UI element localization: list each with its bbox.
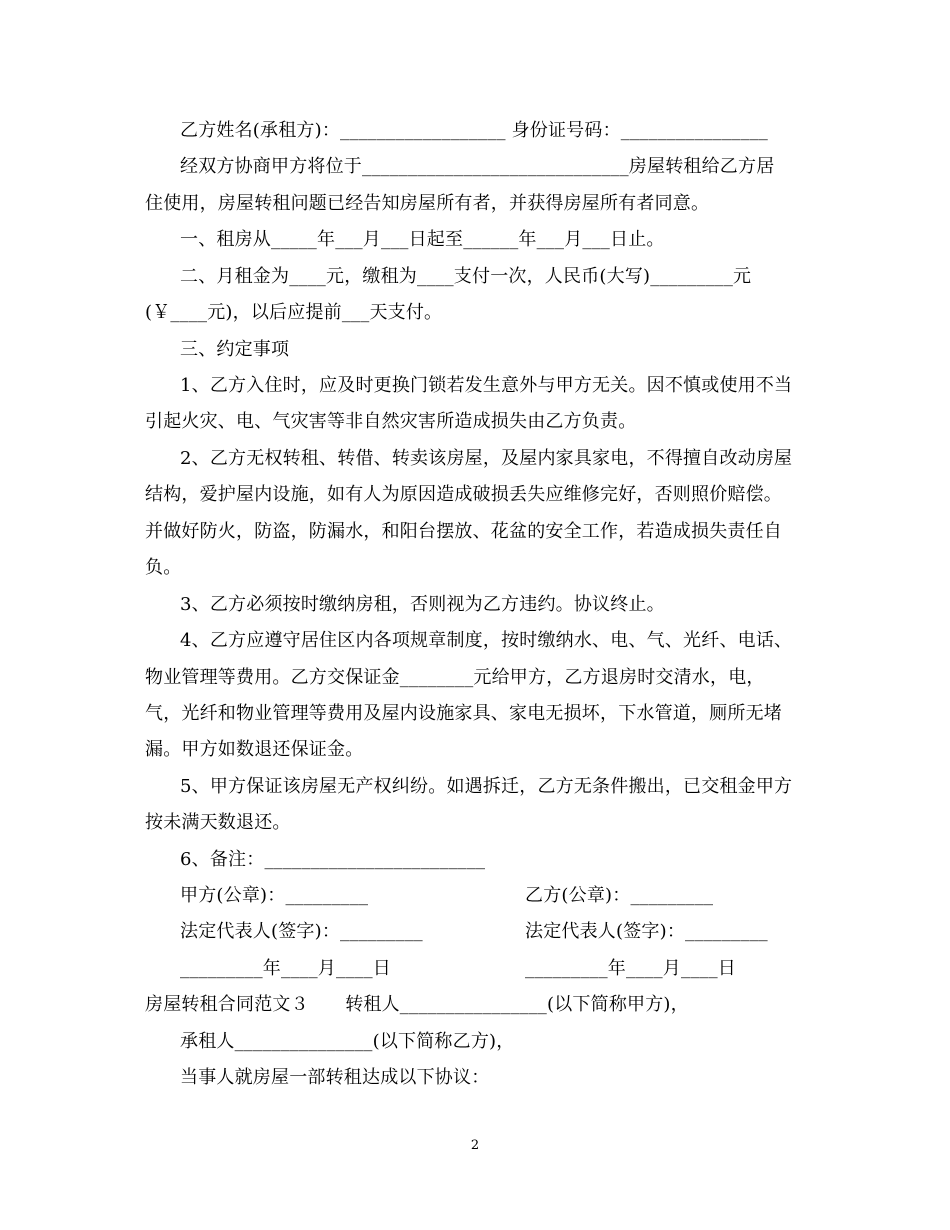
paragraph-line: 结构，爱护屋内设施，如有人为原因造成破损丢失应维修完好，否则照价赔偿。 [145, 484, 782, 505]
paragraph-line: (￥____元)，以后应提前___天支付。 [145, 302, 443, 323]
page-number: 2 [470, 1138, 480, 1153]
item-1-line: 1、乙方入住时，应及时更换门锁若发生意外与甲方无关。因不慎或使用不当 [180, 375, 793, 396]
lessee-line: 承租人_______________(以下简称乙方)， [180, 1031, 515, 1052]
clause-1-rental-period: 一、租房从_____年___月___日起至______年___月___日止。 [180, 229, 665, 250]
party-a-representative: 法定代表人(签字)：_________ [180, 921, 423, 942]
party-b-seal: 乙方(公章)：_________ [525, 885, 714, 906]
paragraph-line: 负。 [145, 557, 182, 578]
paragraph-line: 住使用，房屋转租问题已经告知房屋所有者，并获得房屋所有者同意。 [145, 193, 710, 214]
paragraph-line: 漏。甲方如数退还保证金。 [145, 739, 364, 760]
party-b-representative: 法定代表人(签字)：_________ [525, 921, 768, 942]
item-2-line: 2、乙方无权转租、转借、转卖该房屋，及屋内家具家电，不得擅自改动房屋 [180, 448, 793, 469]
paragraph-line: 并做好防火，防盗，防漏水，和阳台摆放、花盆的安全工作，若造成损失责任自 [145, 521, 782, 542]
paragraph-line: 物业管理等费用。乙方交保证金________元给甲方，乙方退房时交清水，电， [145, 667, 765, 688]
paragraph-line: 按未满天数退还。 [145, 812, 291, 833]
party-a-date: _________年____月____日 [180, 958, 391, 979]
item-4-line: 4、乙方应遵守居住区内各项规章制度，按时缴纳水、电、气、光纤、电话、 [180, 630, 793, 651]
clause-3-heading: 三、约定事项 [180, 339, 290, 360]
intro-line: 当事人就房屋一部转租达成以下协议： [180, 1067, 490, 1088]
item-3-line: 3、乙方必须按时缴纳房租，否则视为乙方违约。协议终止。 [180, 594, 665, 615]
item-5-line: 5、甲方保证该房屋无产权纠纷。如遇拆迁，乙方无条件搬出，已交租金甲方 [180, 776, 793, 797]
paragraph-line: 引起火灾、电、气灾害等非自然灾害所造成损失由乙方负责。 [145, 411, 637, 432]
paragraph-line: 气，光纤和物业管理等费用及屋内设施家具、家电无损坏，下水管道，厕所无堵 [145, 703, 782, 724]
paragraph-line: 经双方协商甲方将位于_____________________________房屋转租给乙方居 [180, 156, 775, 177]
lessee-name-id-line: 乙方姓名(承租方)：__________________ 身份证号码：________________ [180, 120, 768, 141]
party-a-seal: 甲方(公章)：_________ [180, 885, 369, 906]
item-6-remarks: 6、备注：________________________ [180, 849, 486, 870]
party-b-date: _________年____月____日 [525, 958, 736, 979]
clause-2-rent: 二、月租金为____元，缴租为____支付一次，人民币(大写)_________元 [180, 266, 752, 287]
section-title-line: 房屋转租合同范文３ 转租人________________(以下简称甲方)， [145, 994, 689, 1015]
